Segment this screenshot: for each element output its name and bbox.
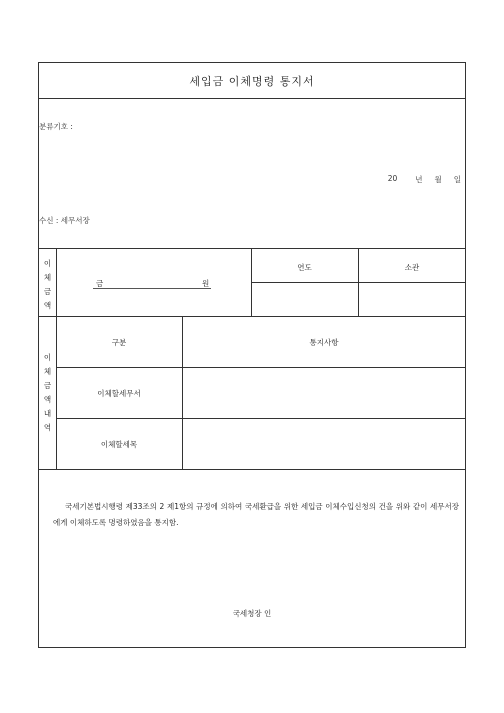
transfer-notice-form xyxy=(38,62,466,648)
form-title: 세입금 이체명령 통지서 xyxy=(189,75,315,88)
title-divider xyxy=(39,98,465,99)
notice-body: 국세기본법시행령 제33조의 2 제1항의 규정에 의하여 국세환급을 위한 세입금 이체수입신청의 건을 위와 같이 세무서장에게 이체하도록 명령하였음을 통지함. xyxy=(53,502,459,527)
jurisdiction-header: 소관 xyxy=(404,263,420,272)
amount-prefix: 금 xyxy=(96,279,104,288)
label-char: 금 xyxy=(43,287,52,296)
label-char: 액 xyxy=(43,301,52,310)
label-char: 이 xyxy=(43,259,52,268)
transfer-details-label xyxy=(39,351,56,435)
amount-suffix: 원 xyxy=(202,279,210,288)
transfer-amount-label xyxy=(39,257,56,313)
details-row-divider-2 xyxy=(56,418,466,419)
transfer-tax-office-label: 이체할세무서 xyxy=(97,389,141,398)
signature-line: 국세청장 인 xyxy=(232,609,272,618)
recipient-line: 수신 : 세무서장 xyxy=(39,216,90,225)
date-month-label: 월 xyxy=(434,175,442,184)
classification-code-label: 분류기호 : xyxy=(39,122,73,131)
section-divider-middle xyxy=(39,316,466,317)
label-char: 체 xyxy=(43,367,52,376)
notice-header: 통지사항 xyxy=(309,338,339,347)
year-header: 연도 xyxy=(297,263,312,272)
label-char: 액 xyxy=(43,395,52,404)
amount-field xyxy=(93,288,211,289)
date-line xyxy=(388,174,461,185)
date-day-label: 일 xyxy=(453,175,461,184)
section-divider-bottom xyxy=(39,469,466,470)
transfer-tax-item-label: 이체할세목 xyxy=(100,440,138,449)
section-divider-top xyxy=(39,248,466,249)
date-year-label: 년 xyxy=(415,175,423,184)
date-century: 20 xyxy=(387,174,398,183)
header-row-divider xyxy=(251,282,466,283)
label-char: 체 xyxy=(43,273,52,282)
label-char: 금 xyxy=(43,381,52,390)
label-column-divider xyxy=(56,248,57,469)
details-row-divider-1 xyxy=(56,367,466,368)
category-header: 구분 xyxy=(111,338,127,347)
label-char: 내 xyxy=(43,409,52,418)
label-char: 이 xyxy=(43,353,52,362)
label-char: 역 xyxy=(43,423,52,432)
